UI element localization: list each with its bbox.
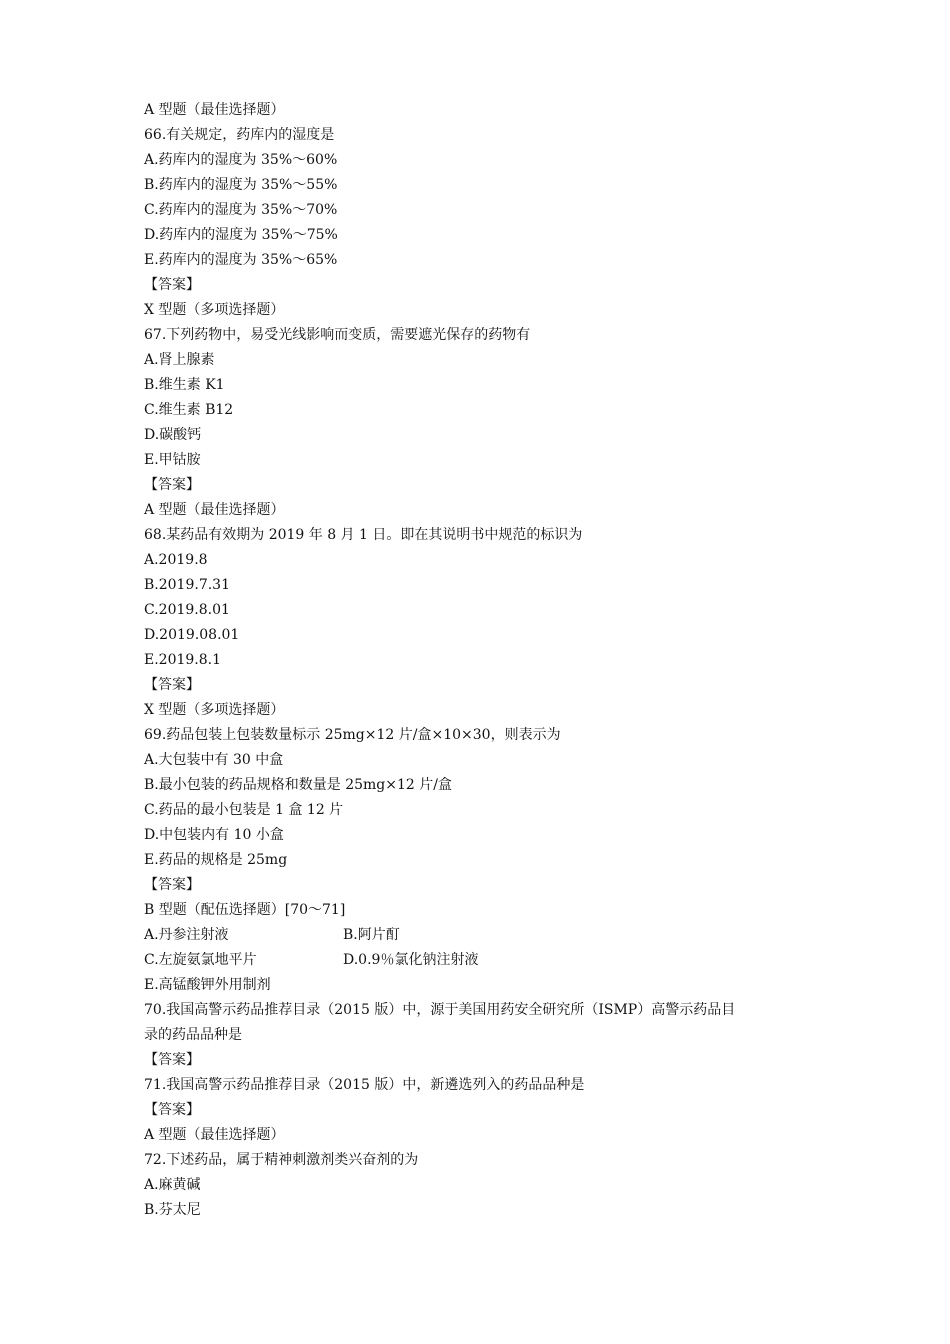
text-line: 70.我国高警示药品推荐目录（2015 版）中，源于美国用药安全研究所（ISMP）高警示药品目 [144, 1002, 736, 1018]
document-page [144, 98, 824, 1223]
text-line: E.药库内的湿度为 35%～65% [144, 252, 338, 268]
text-line: D.碳酸钙 [144, 427, 202, 443]
text-line: 【答案】 [144, 677, 200, 693]
text-line: A.大包装中有 30 中盒 [144, 752, 284, 768]
question-block-66-69 [144, 98, 824, 923]
option-a: A.丹参注射液 [144, 927, 229, 943]
text-line: 【答案】 [144, 277, 200, 293]
text-line: E.2019.8.1 [144, 652, 222, 668]
text-line: 71.我国高警示药品推荐目录（2015 版）中，新遴选列入的药品品种是 [144, 1077, 585, 1093]
text-line: 66.有关规定，药库内的湿度是 [144, 127, 335, 143]
text-line: X 型题（多项选择题） [144, 302, 285, 318]
text-line: 【答案】 [144, 877, 200, 893]
text-line: A 型题（最佳选择题） [144, 1127, 285, 1143]
text-line: X 型题（多项选择题） [144, 702, 285, 718]
text-line: 录的药品品种是 [144, 1027, 242, 1043]
text-line: A.麻黄碱 [144, 1177, 201, 1193]
text-line: 【答案】 [144, 1102, 200, 1118]
text-line: D.药库内的湿度为 35%～75% [144, 227, 338, 243]
text-line: B 型题（配伍选择题）[70～71] [144, 902, 346, 918]
text-line: A.2019.8 [144, 552, 208, 568]
text-line: E.药品的规格是 25mg [144, 852, 288, 868]
text-line: 67.下列药物中，易受光线影响而变质，需要遮光保存的药物有 [144, 327, 531, 343]
question-block-70-72 [144, 973, 824, 1223]
option-b: B.阿片酊 [343, 927, 400, 943]
text-line: D.2019.08.01 [144, 627, 240, 643]
text-line: A 型题（最佳选择题） [144, 502, 285, 518]
text-line: C.药品的最小包装是 1 盒 12 片 [144, 802, 344, 818]
text-line: C.2019.8.01 [144, 602, 230, 618]
text-line: B.最小包装的药品规格和数量是 25mg×12 片/盒 [144, 777, 452, 793]
text-line: E.高锰酸钾外用制剂 [144, 977, 271, 993]
text-line: A 型题（最佳选择题） [144, 102, 285, 118]
text-line: 【答案】 [144, 477, 200, 493]
text-line: C.药库内的湿度为 35%～70% [144, 202, 338, 218]
option-c: C.左旋氨氯地平片 [144, 952, 257, 968]
text-line: B.药库内的湿度为 35%～55% [144, 177, 338, 193]
options-row-c-d [144, 948, 824, 973]
text-line: 69.药品包装上包装数量标示 25mg×12 片/盒×10×30，则表示为 [144, 727, 561, 743]
text-line: A.药库内的湿度为 35%～60% [144, 152, 338, 168]
text-line: 72.下述药品，属于精神刺激剂类兴奋剂的为 [144, 1152, 419, 1168]
text-line: D.中包装内有 10 小盒 [144, 827, 284, 843]
text-line: A.肾上腺素 [144, 352, 215, 368]
options-row-a-b [144, 923, 824, 948]
text-line: B.维生素 K1 [144, 377, 225, 393]
option-d: D.0.9％氯化钠注射液 [343, 952, 479, 968]
text-line: 68.某药品有效期为 2019 年 8 月 1 日。即在其说明书中规范的标识为 [144, 527, 583, 543]
text-line: C.维生素 B12 [144, 402, 234, 418]
text-line: 【答案】 [144, 1052, 200, 1068]
text-line: B.2019.7.31 [144, 577, 230, 593]
text-line: E.甲钴胺 [144, 452, 201, 468]
text-line: B.芬太尼 [144, 1202, 201, 1218]
